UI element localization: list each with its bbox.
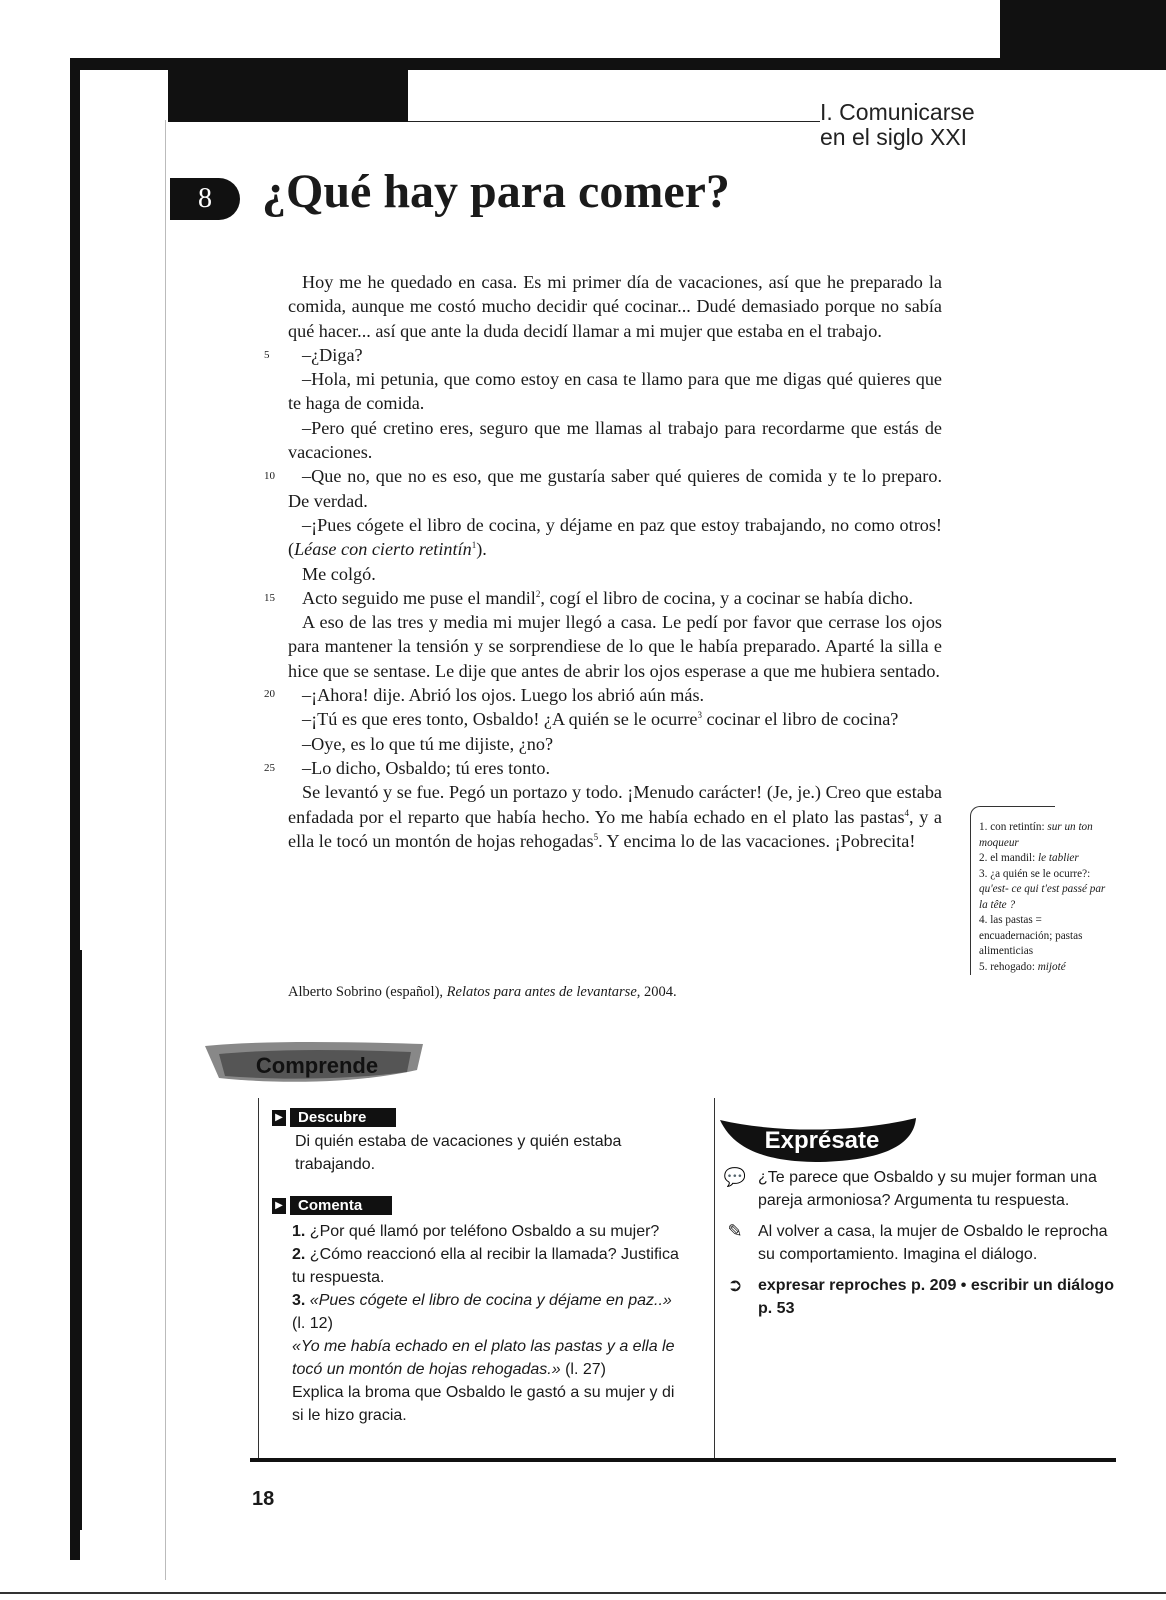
story-text <box>264 270 942 853</box>
header-block <box>168 70 408 122</box>
paragraph: –¡Pues cógete el libro de cocina, y déjame en paz que estoy trabajando, no como otros! (Léase con cierto retintín$^1$). <box>288 514 942 560</box>
descubre-heading: ▶ Descubre <box>272 1108 396 1127</box>
question-text: Explica la broma que Osbaldo le gastó a su mujer y di si le hizo gracia. <box>292 1384 675 1424</box>
footnote: 1. con retintín: sur un ton moqueur <box>979 821 1093 849</box>
comprende-title: Comprende <box>255 1053 379 1078</box>
question-quote: «Yo me había echado en el plato las pastas y a ella le tocó un montón de hojas rehogadas.» (l. 27) <box>292 1338 675 1378</box>
bottom-rule <box>250 1458 1116 1462</box>
header-rule <box>408 121 820 122</box>
expresate-item: ✎ Al volver a casa, la mujer de Osbaldo le reprocha su comportamiento. Imagina el diálogo. <box>720 1220 1120 1266</box>
notes-bracket <box>970 806 1055 821</box>
paragraph: 20 A eso de las tres y media mi mujer llegó a casa. Le pedí por favor que cerrase los ojos para mantener la tensión y se sorprendiese de lo que le había preparado. Aparté la silla e hice que se sentase. Le dije que antes de abrir los ojos esperase a que me hubiera sentado. <box>288 610 942 683</box>
question: 3. «Pues cógete el libro de cocina y déjame en paz..» (l. 12) <box>292 1292 672 1332</box>
line-number: 5 <box>264 348 270 361</box>
expresate-title: Exprésate <box>764 1127 880 1154</box>
line-number: 25 <box>264 761 275 774</box>
footnote: 2. el mandil: le tablier <box>979 852 1079 864</box>
paragraph: –Hola, mi petunia, que como estoy en casa te llamo para que me digas qué quieres que te haga de comida. <box>288 369 942 414</box>
paragraph: Hoy me he quedado en casa. Es mi primer día de vacaciones, así que he preparado la comida, aunque me costó mucho decidir qué cocinar... Dudé demasiado porque no sabía qué hacer... así que ante la duda decidí llamar a mi mujer que estaba en el trabajo. <box>288 272 942 341</box>
footnote: 5. rehogado: mijoté <box>979 960 1066 973</box>
margin-rule <box>165 120 166 1580</box>
cross-reference-icon: ➲ <box>727 1275 743 1295</box>
paragraph: 15 Acto seguido me puse el mandil$^2$, cogí el libro de cocina, y a cocinar se había dicho. <box>288 586 942 610</box>
footnote: 3. ¿a quién se le ocurre?: qu'est- ce qui t'est passé par la tête ? <box>979 867 1106 911</box>
scan-shadow <box>1000 0 1166 62</box>
comenta-questions <box>292 1220 682 1427</box>
page-number: 18 <box>252 1488 275 1510</box>
expresate-frame <box>714 1098 715 1458</box>
paragraph: 10 –Que no, que no es eso, que me gustaría saber qué quieres de comida y te lo preparo. De verdad. <box>288 464 942 513</box>
question: 1. ¿Por qué llamó por teléfono Osbaldo a su mujer? <box>292 1223 660 1240</box>
comenta-heading: ▶ Comenta <box>272 1196 392 1215</box>
unit-title-line2: en el siglo XXI <box>820 124 968 150</box>
line-number: 15 <box>264 591 275 604</box>
footnote: 4. las pastas = encuadernación; pastas alimenticias <box>979 914 1083 957</box>
paragraph: 5 –¿Diga? <box>288 343 942 367</box>
expresate-item: 💬 ¿Te parece que Osbaldo y su mujer forman una pareja armoniosa? Argumenta tu respuesta. <box>720 1166 1120 1212</box>
unit-title-line1: I. Comunicarse <box>820 99 975 125</box>
play-icon: ▶ <box>272 1110 286 1126</box>
expresate-item: ➲ expresar reproches p. 209 • escribir un diálogo p. 53 <box>720 1274 1120 1320</box>
expresate-list <box>720 1166 1120 1328</box>
paragraph: –Oye, es lo que tú me dijiste, ¿no? <box>302 733 554 754</box>
speech-bubble-icon: 💬 <box>723 1167 747 1187</box>
paragraph: 25 –Lo dicho, Osbaldo; tú eres tonto. <box>288 756 942 780</box>
play-icon: ▶ <box>272 1198 286 1214</box>
page-title: ¿Qué hay para comer? <box>262 165 730 218</box>
source-citation: Alberto Sobrino (español), Relatos para antes de levantarse, 2004. <box>288 984 677 1000</box>
question: 2. ¿Cómo reaccionó ella al recibir la llamada? Justifica tu respuesta. <box>292 1246 679 1286</box>
pencil-icon: ✎ <box>727 1221 743 1241</box>
line-number: 20 <box>264 688 275 701</box>
paragraph: –¡Tú es que eres tonto, Osbaldo! ¿A quién se le ocurre$^3$ cocinar el libro de cocina? <box>302 709 899 730</box>
paragraph: Me colgó. <box>302 563 376 584</box>
unit-title <box>820 100 1160 150</box>
descubre-text: Di quién estaba de vacaciones y quién estaba trabajando. <box>295 1133 622 1173</box>
paragraph: –Pero qué cretino eres, seguro que me llamas al trabajo para recordarme que estás de vacaciones. <box>288 417 942 463</box>
paragraph: –¡Ahora! dije. Abrió los ojos. Luego los abrió aún más. <box>302 685 705 706</box>
comprende-banner <box>205 1040 423 1084</box>
paragraph: Se levantó y se fue. Pegó un portazo y todo. ¡Menudo carácter! (Je, je.) Creo que estaba enfadada por el reparto que había hecho. Yo me había echado en el plato las pastas$^4$, y a ella le tocó un montón de hojas rehogadas$^5$. Y encima lo de las vacaciones. ¡Pobrecita! <box>288 782 942 851</box>
footnotes <box>970 820 1109 975</box>
expresate-banner <box>720 1112 920 1164</box>
lesson-badge: 8 <box>170 178 240 220</box>
line-number: 10 <box>264 470 275 483</box>
header-bar <box>70 58 1166 70</box>
binding-edge-lower <box>70 950 82 1530</box>
page-edge <box>0 1592 1166 1594</box>
